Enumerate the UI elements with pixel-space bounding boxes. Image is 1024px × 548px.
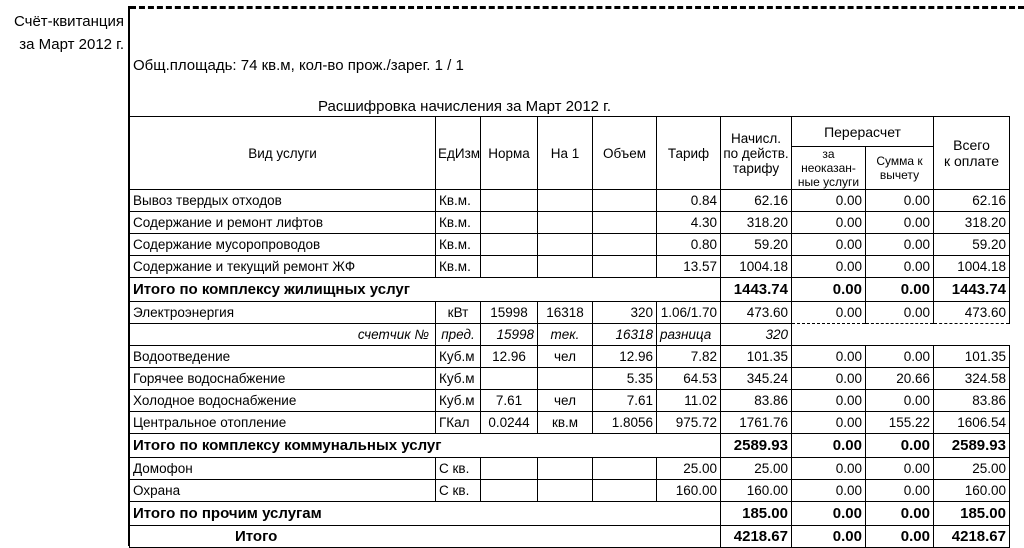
unit: ГКал [436, 412, 481, 434]
deduct: 0.00 [866, 458, 934, 480]
charged: 25.00 [721, 458, 792, 480]
total: 101.35 [934, 346, 1010, 368]
table-row [130, 390, 1010, 412]
service-name: Водоотведение [130, 346, 436, 368]
unrendered: 0.00 [792, 458, 866, 480]
meter-cur-value: 16318 [593, 324, 657, 346]
norm [481, 212, 538, 234]
norm: 12.96 [481, 346, 538, 368]
meter-prev-value: 15998 [481, 324, 538, 346]
unit: Куб.м [436, 390, 481, 412]
volume [593, 190, 657, 212]
table-row [130, 190, 1010, 212]
tariff: 0.80 [657, 234, 721, 256]
deduct: 0.00 [866, 190, 934, 212]
header-tariff: Тариф [657, 117, 721, 190]
table-row [130, 458, 1010, 480]
norm [481, 480, 538, 502]
receipt-title-line2: за Март 2012 г. [19, 36, 124, 53]
header-total [934, 117, 1010, 190]
tariff: 25.00 [657, 458, 721, 480]
tariff: 7.82 [657, 346, 721, 368]
charged: 345.24 [721, 368, 792, 390]
unit: кВт [436, 302, 481, 324]
unrendered: 0.00 [792, 190, 866, 212]
header-deduct-l2: вычету [879, 168, 920, 182]
per1: 16318 [538, 302, 593, 324]
subtotal-row [130, 502, 1010, 526]
top-dashed-line [130, 6, 1024, 9]
norm [481, 458, 538, 480]
subtotal-name: Итого по прочим услугам [130, 502, 721, 526]
volume [593, 256, 657, 278]
norm [481, 190, 538, 212]
norm [481, 256, 538, 278]
unit: С кв. [436, 480, 481, 502]
service-name: Домофон [130, 458, 436, 480]
subtotal-row [130, 434, 1010, 458]
norm [481, 368, 538, 390]
charged: 473.60 [721, 302, 792, 324]
per1: чел [538, 390, 593, 412]
meter-cur-label: тек. [538, 324, 593, 346]
charged: 83.86 [721, 390, 792, 412]
header-recalc: Перерасчет [792, 117, 934, 147]
per1 [538, 458, 593, 480]
table-row [130, 412, 1010, 434]
per1 [538, 190, 593, 212]
total: 318.20 [934, 212, 1010, 234]
charged: 59.20 [721, 234, 792, 256]
total: 185.00 [934, 502, 1010, 526]
service-name: Содержание и текущий ремонт ЖФ [130, 256, 436, 278]
charges-table [129, 116, 1010, 548]
total: 1443.74 [934, 278, 1010, 302]
deduct: 0.00 [866, 502, 934, 526]
total: 160.00 [934, 480, 1010, 502]
unrendered: 0.00 [792, 390, 866, 412]
unit: С кв. [436, 458, 481, 480]
volume: 7.61 [593, 390, 657, 412]
header-charged-l2: по действ. [723, 145, 789, 161]
per1: кв.м [538, 412, 593, 434]
unit: Куб.м [436, 346, 481, 368]
header-total-l2: к оплате [943, 153, 1000, 169]
header-deduct [866, 147, 934, 190]
unrendered: 0.00 [792, 526, 866, 548]
service-name: Горячее водоснабжение [130, 368, 436, 390]
header-unrendered-l2: ные услуги [797, 175, 860, 189]
service-name: Центральное отопление [130, 412, 436, 434]
header-charged-l1: Начисл. [731, 130, 781, 146]
meter-row [130, 324, 1010, 346]
table-row [130, 256, 1010, 278]
service-name: Содержание мусоропроводов [130, 234, 436, 256]
tariff: 4.30 [657, 212, 721, 234]
charged: 1443.74 [721, 278, 792, 302]
volume: 12.96 [593, 346, 657, 368]
per1 [538, 480, 593, 502]
volume [593, 458, 657, 480]
table-row [130, 346, 1010, 368]
service-name: Холодное водоснабжение [130, 390, 436, 412]
per1 [538, 234, 593, 256]
service-name: Охрана [130, 480, 436, 502]
unrendered: 0.00 [792, 256, 866, 278]
meter-prev-label: пред. [436, 324, 481, 346]
per1: чел [538, 346, 593, 368]
header-service: Вид услуги [130, 117, 436, 190]
total: 25.00 [934, 458, 1010, 480]
header-charged-l3: тарифу [732, 160, 780, 176]
total: 2589.93 [934, 434, 1010, 458]
header-norm: Норма [481, 117, 538, 190]
tariff: 160.00 [657, 480, 721, 502]
unrendered: 0.00 [792, 434, 866, 458]
tariff: 13.57 [657, 256, 721, 278]
header-unrendered-l1: за неоказан- [801, 147, 856, 175]
unrendered: 0.00 [792, 234, 866, 256]
unit: Кв.м. [436, 190, 481, 212]
total: 1004.18 [934, 256, 1010, 278]
unit: Кв.м. [436, 234, 481, 256]
norm: 15998 [481, 302, 538, 324]
volume: 320 [593, 302, 657, 324]
service-name: Электроэнергия [130, 302, 436, 324]
grand-total-row [130, 526, 1010, 548]
subtotal-name: Итого по комплексу коммунальных услуг [130, 434, 721, 458]
grand-total-name: Итого [130, 526, 721, 548]
charged: 101.35 [721, 346, 792, 368]
table-caption: Расшифровка начисления за Март 2012 г. [318, 98, 611, 115]
receipt-title-line1: Счёт-квитанция [13, 13, 124, 30]
norm: 7.61 [481, 390, 538, 412]
deduct: 0.00 [866, 480, 934, 502]
total: 83.86 [934, 390, 1010, 412]
deduct: 0.00 [866, 526, 934, 548]
volume: 1.8056 [593, 412, 657, 434]
meter-diff-label: разница [657, 324, 721, 346]
deduct: 0.00 [866, 212, 934, 234]
unit: Кв.м. [436, 212, 481, 234]
tariff: 1.06/1.70 [657, 302, 721, 324]
meter-label: счетчик № [130, 324, 436, 346]
table-row [130, 480, 1010, 502]
total: 324.58 [934, 368, 1010, 390]
per1 [538, 212, 593, 234]
table-row [130, 368, 1010, 390]
volume [593, 234, 657, 256]
charged: 62.16 [721, 190, 792, 212]
charged: 1761.76 [721, 412, 792, 434]
unrendered: 0.00 [792, 480, 866, 502]
header-unit: ЕдИзм [436, 117, 481, 190]
unit: Кв.м. [436, 256, 481, 278]
header-per1: На 1 [538, 117, 593, 190]
table-row [130, 234, 1010, 256]
tariff: 11.02 [657, 390, 721, 412]
norm [481, 234, 538, 256]
charged: 4218.67 [721, 526, 792, 548]
deduct: 20.66 [866, 368, 934, 390]
header-total-l1: Всего [953, 137, 990, 153]
subtotal-row [130, 278, 1010, 302]
unrendered: 0.00 [792, 212, 866, 234]
unit: Куб.м [436, 368, 481, 390]
unrendered: 0.00 [792, 302, 866, 324]
total: 473.60 [934, 302, 1010, 324]
unrendered: 0.00 [792, 502, 866, 526]
total: 62.16 [934, 190, 1010, 212]
per1 [538, 368, 593, 390]
table-row [130, 302, 1010, 324]
tariff: 64.53 [657, 368, 721, 390]
total: 1606.54 [934, 412, 1010, 434]
table-row [130, 212, 1010, 234]
subtotal-name: Итого по комплексу жилищных услуг [130, 278, 721, 302]
deduct: 0.00 [866, 256, 934, 278]
unrendered: 0.00 [792, 368, 866, 390]
tariff: 975.72 [657, 412, 721, 434]
deduct: 155.22 [866, 412, 934, 434]
norm: 0.0244 [481, 412, 538, 434]
charged: 1004.18 [721, 256, 792, 278]
deduct: 0.00 [866, 302, 934, 324]
unrendered: 0.00 [792, 412, 866, 434]
service-name: Содержание и ремонт лифтов [130, 212, 436, 234]
service-name: Вывоз твердых отходов [130, 190, 436, 212]
meter-diff-value: 320 [721, 324, 792, 346]
charged: 2589.93 [721, 434, 792, 458]
charged: 185.00 [721, 502, 792, 526]
volume [593, 480, 657, 502]
deduct: 0.00 [866, 390, 934, 412]
volume [593, 212, 657, 234]
unrendered: 0.00 [792, 346, 866, 368]
area-info: Общ.площадь: 74 кв.м, кол-во прож./зарег. 1 / 1 [133, 57, 464, 74]
charged: 160.00 [721, 480, 792, 502]
total: 4218.67 [934, 526, 1010, 548]
deduct: 0.00 [866, 434, 934, 458]
header-volume: Объем [593, 117, 657, 190]
header-deduct-l1: Сумма к [876, 154, 923, 168]
deduct: 0.00 [866, 346, 934, 368]
charged: 318.20 [721, 212, 792, 234]
tariff: 0.84 [657, 190, 721, 212]
deduct: 0.00 [866, 278, 934, 302]
total: 59.20 [934, 234, 1010, 256]
unrendered: 0.00 [792, 278, 866, 302]
deduct: 0.00 [866, 234, 934, 256]
header-unrendered [792, 147, 866, 190]
header-charged [721, 117, 792, 190]
volume: 5.35 [593, 368, 657, 390]
per1 [538, 256, 593, 278]
